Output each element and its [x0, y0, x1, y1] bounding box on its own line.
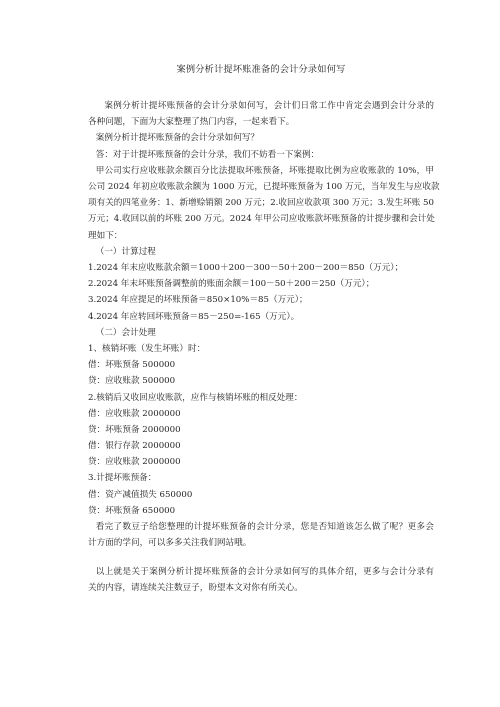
calculation-item: 2.2024 年末坏账预备调整前的账面余额＝100－50＋200＝250（万元）；	[88, 279, 375, 290]
answer-lead-line: 答：对于计提坏账预备的会计分录，我们不妨看一下案例：	[95, 149, 320, 160]
calculation-item: 4.2024 年应转回坏账预备＝85－250=-165（万元）。	[88, 311, 300, 322]
case-line: 万元；4.收回以前的坏账 200 万元。2024 年甲公司应收账款坏账预备的计提步骤和会计处	[88, 214, 435, 225]
intro-line: 各种问题，下面为大家整理了热门内容，一起来看下。	[88, 117, 295, 128]
calculation-section	[88, 244, 434, 325]
intro-line: 案例分析计提坏账预备的会计分录如何写，会计们日常工作中肯定会遇到会计分录的	[104, 101, 434, 111]
case-line: 项有关的四笔业务：1、新增赊销额 200 万元；2.收回应收款项 300 万元；3.发生坏账 50	[88, 198, 434, 209]
calculation-item: 3.2024 年应提足的坏账预备＝850×10%＝85（万元）；	[88, 295, 308, 306]
case-line: 公司 2024 年初应收账款余额为 1000 万元，已提坏账预备为 100 万元，当年发生与应收款	[88, 181, 440, 192]
journal-entry: 贷：应收账款 2000000	[88, 457, 181, 468]
intro-paragraph	[88, 98, 434, 163]
journal-entry: 贷：应收账款 500000	[88, 376, 176, 387]
section-heading: （二）会计处理	[95, 327, 156, 338]
closing-line: 计方面的学问，可以多多关注我们网站哦。	[88, 537, 252, 548]
question-line: 案例分析计提坏账预备的会计分录如何写？	[95, 133, 260, 144]
section-heading: （一）计算过程	[95, 246, 156, 257]
closing-paragraph	[88, 519, 434, 551]
journal-entry: 借：应收账款 2000000	[88, 408, 181, 419]
journal-entry: 借：资产减值损失 650000	[88, 489, 193, 500]
accounting-section	[88, 325, 434, 519]
calculation-item: 1.2024 年末应收账款余额＝1000＋200－300－50＋200－200＝850（万元）；	[88, 262, 404, 273]
summary-line: 关的内容，请连续关注数豆子，盼望本文对你有所关心。	[88, 583, 303, 594]
closing-line: 看完了数豆子给您整理的计提坏账预备的会计分录，您是否知道该怎么做了呢？更多会	[95, 521, 434, 532]
journal-entry: 3.计提坏账预备：	[88, 473, 157, 484]
journal-entry: 借：坏账预备 500000	[88, 360, 176, 371]
summary-line: 以上就是关于案例分析计提坏账预备的会计分录如何写的具体介绍，更多与会计分录有	[95, 567, 434, 577]
case-line: 理如下：	[88, 230, 123, 241]
case-paragraph	[88, 163, 440, 244]
journal-entry: 2.核销后又收回应收账款，应作与核销坏账的相反处理：	[88, 392, 303, 403]
case-line: 甲公司实行应收账款余额百分比法提取坏账预备，坏账提取比例为应收账款的 10%，甲	[95, 165, 434, 176]
document-title: 案例分析计提坏账准备的会计分录如何写	[176, 64, 346, 75]
journal-entry: 贷：坏账预备 2000000	[88, 424, 181, 435]
summary-paragraph	[88, 564, 434, 596]
journal-entry: 1、核销坏账（发生坏账）时：	[88, 343, 206, 354]
journal-entry: 贷：坏账预备 650000	[88, 505, 176, 516]
journal-entry: 借：银行存款 2000000	[88, 441, 181, 452]
